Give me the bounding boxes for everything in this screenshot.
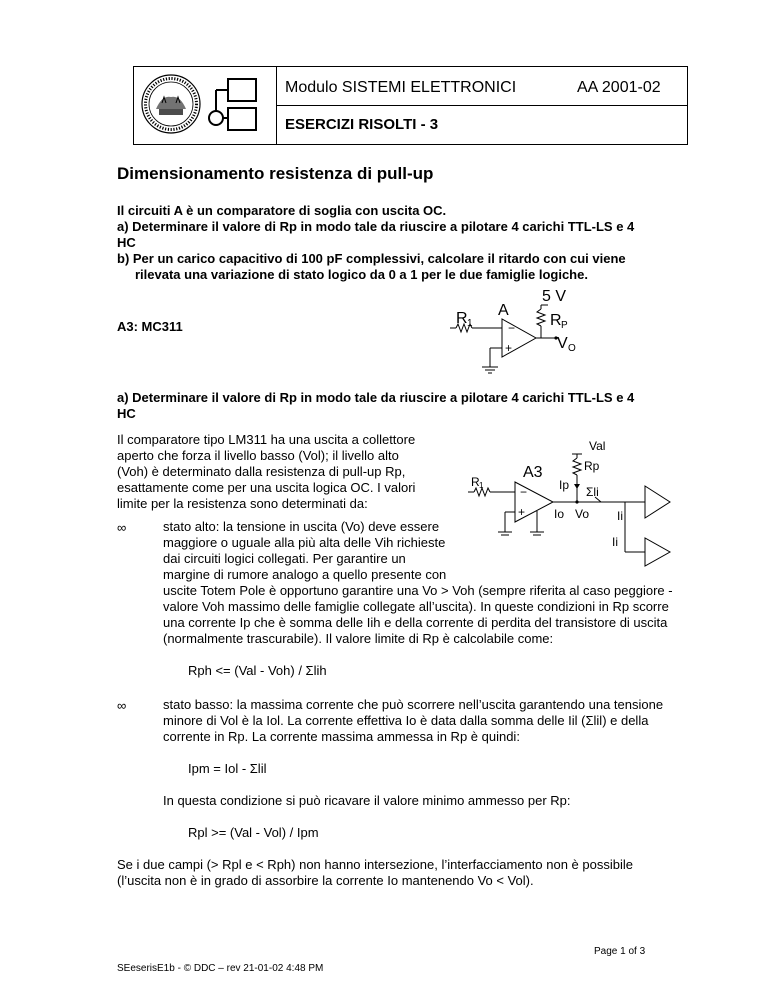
- exercise-subtitle: ESERCIZI RISOLTI - 3: [285, 116, 439, 133]
- conclusion-line: Se i due campi (> Rpl e < Rph) non hanno intersezione, l’interfacciamento non è possibile: [117, 857, 633, 872]
- vo-label-2: Vo: [575, 507, 590, 521]
- svg-text:−: −: [520, 485, 528, 499]
- svg-text:+: +: [505, 341, 513, 355]
- val-label: Val: [589, 439, 606, 453]
- bullet-high-line: uscite Totem Pole è opportuno garantire una Vo > Voh (sempre riferita al caso peggiore -: [163, 583, 673, 598]
- formula-rph: Rph <= (Val - Voh) / Σlih: [188, 663, 327, 678]
- description-line: Il comparatore tipo LM311 ha una uscita a collettore: [117, 432, 416, 447]
- ii-label-2: Ii: [612, 535, 618, 549]
- ip-label: Ip: [559, 478, 570, 492]
- description-line: limite per la resistenza sono determinati da:: [117, 496, 368, 511]
- bullet-high-line: dai circuiti logici collegati. Per garantire un: [163, 551, 406, 566]
- description-line: esattamente come per una uscita logica OC. I valori: [117, 480, 416, 495]
- page-number: Page 1 of 3: [594, 946, 646, 957]
- bullet-low-symbol: ∞: [117, 698, 127, 713]
- part-label: A3: MC311: [117, 319, 183, 334]
- ii-label-1: Ii: [617, 509, 623, 523]
- vo-sub: O: [568, 343, 576, 354]
- bullet-high-line: valore Voh massimo delle famiglie collegate all’uscita). In queste condizioni in Rp scorre: [163, 599, 669, 614]
- amp-label-2: A3: [523, 464, 543, 481]
- footer-reference: SEeserisE1b - © DDC – rev 21-01-02 4:48 PM: [117, 963, 324, 974]
- intro-question-b: b) Per un carico capacitivo di 100 pF complessivi, calcolare il ritardo con cui viene: [117, 251, 626, 266]
- rp-label: R: [550, 312, 562, 329]
- bullet-low-line: corrente in Rp. La corrente massima ammessa in Rp è quindi:: [163, 729, 520, 744]
- rp-sub: P: [561, 320, 568, 331]
- description-line: aperto che forza il livello basso (Vol); il livello alto: [117, 448, 399, 463]
- bullet-low-line: minore di Vol è la Iol. La corrente effettiva Io è data dalla somma delle Iil (Σlil) e della: [163, 713, 649, 728]
- bullet-high-line: maggiore o uguale alla più alta delle Vih richieste: [163, 535, 446, 550]
- r1-sub: 1: [467, 318, 473, 329]
- formula-ipm: Ipm = Iol - Σlil: [188, 761, 267, 776]
- r1-label-2: R: [471, 475, 480, 489]
- header-divider-horizontal: [276, 105, 687, 106]
- vo-label: V: [557, 335, 568, 352]
- section-a-title: a) Determinare il valore di Rp in modo tale da riuscire a pilotare 4 carichi TTL-LS e 4: [117, 390, 635, 405]
- formula-rpl: Rpl >= (Val - Vol) / Ipm: [188, 825, 319, 840]
- bullet-high-line: stato alto: la tensione in uscita (Vo) deve essere: [163, 519, 440, 534]
- description-line: (Voh) è determinato dalla resistenza di pull-up Rp,: [117, 464, 406, 479]
- conclusion-line: (l’uscita non è in grado di assorbire la corrente Io mantenendo Vo < Vol).: [117, 873, 534, 888]
- r1-sub-2: 1: [479, 481, 484, 490]
- bullet-high-symbol: ∞: [117, 520, 127, 535]
- svg-text:−: −: [508, 321, 516, 335]
- bullet-low-line: stato basso: la massima corrente che può scorrere nell’uscita garantendo una tensione: [163, 697, 664, 712]
- bullet-high-line: una corrente Ip che è somma delle Iih e della corrente di perdita del transistore di uscita: [163, 615, 668, 630]
- comparator-circuit-2: [465, 432, 675, 582]
- rp-label-2: Rp: [584, 459, 600, 473]
- bullet-low-middle: In questa condizione si può ricavare il valore minimo ammesso per Rp:: [163, 793, 571, 808]
- intro-question-a: a) Determinare il valore di Rp in modo tale da riuscire a pilotare 4 carichi TTL-LS e 4: [117, 219, 635, 234]
- amp-label: A: [498, 302, 509, 319]
- sum-ii-label: Σli: [586, 485, 599, 499]
- page-title: Dimensionamento resistenza di pull-up: [117, 164, 434, 183]
- bullet-high-line: (normalmente trascurabile). Il valore limite di Rp è calcolabile come:: [163, 631, 554, 646]
- institution-logo: [140, 73, 272, 139]
- bullet-high-line: margine di rumore analogo a quello presente con: [163, 567, 447, 582]
- course-title: Modulo SISTEMI ELETTRONICI: [285, 79, 517, 96]
- io-label: Io: [554, 507, 565, 521]
- supply-label: 5 V: [542, 288, 567, 305]
- intro-line-1: Il circuiti A è un comparatore di soglia con uscita OC.: [117, 203, 447, 218]
- intro-question-b-cont: rilevata una variazione di stato logico da 0 a 1 per le due famiglie logiche.: [135, 267, 588, 282]
- intro-question-a-cont: HC: [117, 235, 136, 250]
- academic-year: AA 2001-02: [577, 79, 661, 96]
- header-box: [133, 66, 688, 145]
- section-a-title-cont: HC: [117, 406, 136, 421]
- comparator-circuit-1: [430, 285, 600, 385]
- svg-text:+: +: [518, 505, 526, 519]
- r1-label: R: [456, 310, 468, 327]
